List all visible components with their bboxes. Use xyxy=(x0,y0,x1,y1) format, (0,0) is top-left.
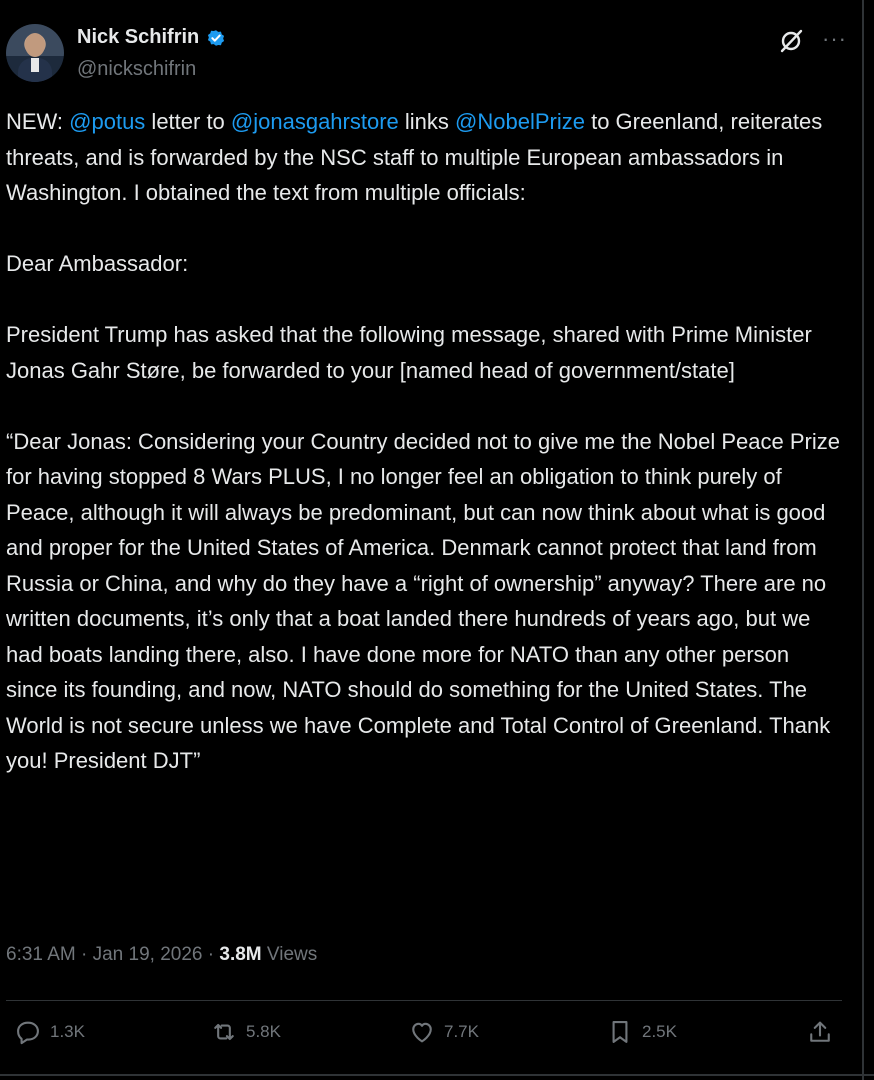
intro-prefix: NEW: xyxy=(6,109,70,134)
meta-separator: · xyxy=(202,944,220,965)
tweet-meta xyxy=(6,944,317,966)
reply-count: 1.3K xyxy=(50,1022,85,1041)
intro-rest: to Greenland, reiterates threats, and is forwarded by the NSC staff to multiple European ambassadors in Washington. I obtained the text from multiple officials: xyxy=(6,109,823,205)
salutation: Dear Ambassador: xyxy=(6,251,189,276)
views-label: Views xyxy=(261,944,318,965)
bookmark-count: 2.5K xyxy=(642,1022,677,1041)
share-button[interactable] xyxy=(806,1018,834,1046)
handle[interactable]: @nickschifrin xyxy=(77,58,197,80)
like-count: 7.7K xyxy=(444,1022,479,1041)
text-letter-to: letter to xyxy=(145,109,231,134)
reply-icon xyxy=(14,1018,42,1046)
avatar[interactable] xyxy=(6,24,64,82)
bookmark-icon xyxy=(606,1018,634,1046)
paragraph-3: “Dear Jonas: Considering your Country decided not to give me the Nobel Peace Prize for having stopped 8 Wars PLUS, I no longer feel an obligation to think purely of Peace, although it will always be predominant, but can now think about what is good and proper for the United States of America. Denmark cannot protect that land from Russia or China, and why do they have a “right of ownership” anyway? There are no written documents, it’s only that a boat landed there hundreds of years ago, but we had boats landing there, also. I have done more for NATO than any other person since its founding, and now, NATO should do something for the United States. The World is not secure unless we have Complete and Total Control of Greenland. Thank you! President DJT” xyxy=(6,428,841,773)
paragraph-2: President Trump has asked that the following message, shared with Prime Minister Jonas Gahr Støre, be forwarded to your [named head of government/state] xyxy=(6,322,812,383)
timestamp-date[interactable]: Jan 19, 2026 xyxy=(92,944,203,965)
display-name[interactable]: Nick Schifrin xyxy=(77,26,200,48)
like-button[interactable] xyxy=(408,1018,479,1046)
repost-button[interactable] xyxy=(210,1018,281,1046)
mention-potus[interactable]: @potus xyxy=(69,109,146,134)
divider xyxy=(6,1000,842,1001)
meta-separator: · xyxy=(75,944,93,965)
repost-count: 5.8K xyxy=(246,1022,281,1041)
reply-button[interactable] xyxy=(14,1018,85,1046)
tweet-intro xyxy=(6,104,842,211)
share-icon xyxy=(806,1018,834,1046)
bottom-divider xyxy=(0,1074,874,1076)
mention-jonasgahrstore[interactable]: @jonasgahrstore xyxy=(230,109,399,134)
name-row xyxy=(77,26,227,49)
grok-icon[interactable] xyxy=(778,28,804,54)
scrollbar[interactable] xyxy=(862,0,864,1080)
text-links: links xyxy=(398,109,456,134)
mention-nobelprize[interactable]: @NobelPrize xyxy=(455,109,585,134)
tweet-text xyxy=(6,104,842,779)
repost-icon xyxy=(210,1018,238,1046)
timestamp-time[interactable]: 6:31 AM xyxy=(6,944,76,965)
action-bar xyxy=(0,1012,842,1062)
heart-icon xyxy=(408,1018,436,1046)
views-count: 3.8M xyxy=(219,944,262,965)
tweet-header xyxy=(6,22,847,86)
bookmark-button[interactable] xyxy=(606,1018,677,1046)
more-options-icon[interactable]: ··· xyxy=(822,26,847,51)
verified-badge-icon xyxy=(205,27,227,49)
